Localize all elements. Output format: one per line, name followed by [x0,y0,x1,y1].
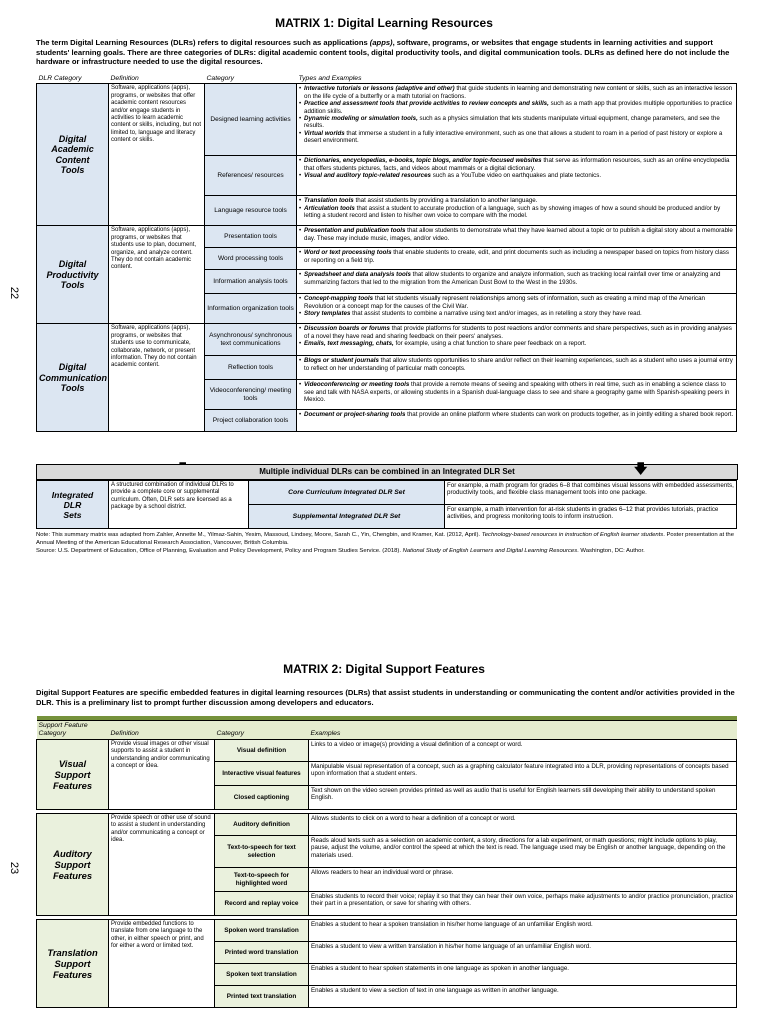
example-spoken-text-translation: Enables a student to hear spoken statements in one language as spoken in another language. [309,964,737,986]
definition-integrated-sets: A structured combination of individual DLRs to provide a complete core or supplemental curriculum. Often, DLR sets are licensed as a package by a school district. [109,481,249,529]
examples-videoconferencing: • Videoconferencing or meeting tools that provide a remote means of seeing and speaking with others in real time, such as in enabling a science class to see and talk with NASA experts, or allowing students in a Spanish dual-language class to see and share a geography game with Spanish-speaking peers in Mexico. [297,380,737,410]
header-types-examples: Types and Examples [297,74,737,84]
group-academic-content: Digital Academic Content Tools [37,84,109,226]
page-number: 22 [8,286,21,300]
category-information-organization: Information organization tools [205,294,297,324]
example-printed-word-translation: Enables a student to view a written translation in his/her home language of an unfamiliar English word. [309,942,737,964]
matrix1-header-row [37,74,737,84]
header-category: Category [205,74,297,84]
examples-information-analysis: • Spreadsheet and data analysis tools that allow students to organize and analyze information, such as tracking local rainfall over time or analyzing and summarizing factors that led to the migration from the American Dust Bowl to the West in the 1930s. [297,270,737,294]
category-project-collaboration: Project collaboration tools [205,410,297,432]
category-printed-word-translation: Printed word translation [215,942,309,964]
group-productivity: Digital Productivity Tools [37,226,109,324]
category-printed-text-translation: Printed text translation [215,986,309,1008]
example-auditory-definition: Allows students to click on a word to hear a definition of a concept or word. [309,814,737,836]
matrix2-title: MATRIX 2: Digital Support Features [283,662,485,676]
category-spoken-text-translation: Spoken text translation [215,964,309,986]
definition-auditory-support: Provide speech or other use of sound to assist a student in understanding and/or communicating a concept or idea. [109,814,215,916]
combine-banner: Multiple individual DLRs can be combined in an Integrated DLR Set [36,464,738,480]
category-supplemental: Supplemental Integrated DLR Set [249,505,445,529]
matrix2-table [36,716,737,1008]
matrix1-title: MATRIX 1: Digital Learning Resources [275,16,493,30]
example-interactive-visual: Manipulable visual representation of a concept, such as a graphing calculator feature integrated into a DLR, providing representations of concepts based upon information that a student enters. [309,762,737,786]
header-definition: Definition [109,721,215,740]
example-text-to-speech-word: Allows readers to hear an individual word or phrase. [309,868,737,892]
category-language-resource: Language resource tools [205,196,297,226]
category-closed-captioning: Closed captioning [215,786,309,810]
category-designed-learning: Designed learning activities [205,84,297,156]
matrix2-header-row [37,721,737,740]
category-text-to-speech-word: Text-to-speech for highlighted word [215,868,309,892]
integrated-table [36,480,737,529]
group-visual-support: Visual Support Features [37,740,109,810]
definition-productivity: Software, applications (apps), programs, or websites that students use to plan, document, organize, and analyze content. They do not contain academic content. [109,226,205,324]
category-information-analysis: Information analysis tools [205,270,297,294]
example-printed-text-translation: Enables a student to view a section of text in one language as written in another language. [309,986,737,1008]
group-communication: Digital Communication Tools [37,324,109,432]
examples-language-resource: • Translation tools that assist students by providing a translation to another language. • Articulation tools that assist a student to accurate production of a language, such as by showing images of how a sound should be produced and/or by letting a student record and listen to his/her own voice to compare with the model. [297,196,737,226]
category-text-communications: Asynchronous/ synchronous text communications [205,324,297,356]
header-definition: Definition [109,74,205,84]
group-translation-support: Translation Support Features [37,920,109,1008]
page-number: 23 [8,861,21,875]
examples-information-organization: • Concept-mapping tools that let students visually represent relationships among sets of information, such as creating a mind map of the American Revolution or a concept map for the causes of the Civil War. • Story templates that assist students to combine a narrative using text and/or images, as in retelling a story they have read. [297,294,737,324]
example-closed-captioning: Text shown on the video screen provides printed as well as audio that is useful for English learners still developing their ability to understand spoken English. [309,786,737,810]
category-reflection: Reflection tools [205,356,297,380]
examples-references-resources: • Dictionaries, encyclopedias, e-books, topic blogs, and/or topic-focused websites that serve as information resources, such as an online encyclopedia that offers students pictures, facts, and videos about mammals or a digital dictionary. • Visual and auditory topic-related resources such as a YouTube video on earthquakes and plate tectonics. [297,156,737,196]
category-record-replay: Record and replay voice [215,892,309,916]
example-core-curriculum: For example, a math program for grades 6–8 that combines visual lessons with embedded assessments, productivity tools, and flexible class management tools into one package. [445,481,737,505]
category-text-to-speech-selection: Text-to-speech for text selection [215,836,309,868]
category-presentation: Presentation tools [205,226,297,248]
examples-designed-learning: • Interactive tutorials or lessons (adaptive and other) that guide students in learning and demonstrating new content or skills, such as an interactive lesson on the life cycle of a butterfly or a math tutorial on fractions. • Practice and assessment tools that provide activities to review concepts and skills, such as a math app that provides multiple opportunities to practice addition skills. • Dynamic modeling or simulation tools, such as a physics simulation that lets students manipulate virtual equipment, change parameters, and see the results. • Virtual worlds that immerse a student in a fully interactive environment, such as one that allows a student to roam in a period of past history or explore a desert environment. [297,84,737,156]
examples-presentation: • Presentation and publication tools that allow students to demonstrate what they have learned about a topic or to publish a digital story about a memorable day. These may include music, images, and/or video. [297,226,737,248]
examples-reflection: • Blogs or student journals that allow students opportunities to share and/or reflect on their learning experiences, such as a student who uses a journal entry to reflect on her understanding of particular math concepts. [297,356,737,380]
example-text-to-speech-selection: Reads aloud texts such as a selection on academic content, a story, directions for a lab experiment, or math questions; might include options to play, pause, adjust the volume, and/or control the speed at which the text is read. The language used may be English or another language, depending on the materials used. [309,836,737,868]
category-auditory-definition: Auditory definition [215,814,309,836]
category-references-resources: References/ resources [205,156,297,196]
category-videoconferencing: Videoconferencing/ meeting tools [205,380,297,410]
examples-project-collaboration: • Document or project-sharing tools that provide an online platform where students can work on products together, as in jointly editing a shared book report. [297,410,737,432]
examples-word-processing: • Word or text processing tools that enable students to create, edit, and print documents such as including a newspaper based on topics from history class or reporting on a field trip. [297,248,737,270]
category-core-curriculum: Core Curriculum Integrated DLR Set [249,481,445,505]
header-dlr-category: DLR Category [37,74,109,84]
definition-translation-support: Provide embedded functions to translate from one language to the other, in either speech or print, and for either a word or limited text. [109,920,215,1008]
examples-text-communications: • Discussion boards or forums that provide platforms for students to post reactions and/or comments and share perspectives, such as in providing analyses of a novel they have read and sharing feedback on their peers' analyses. • Emails, text messaging, chats, for example, using a chat function to share peer feedback on a report. [297,324,737,356]
matrix1-source: Source: U.S. Department of Education, Office of Planning, Evaluation and Policy Development, Policy and Program Studies Service. (2018). National Study of English Learners and Digital Learning Resources. Washington, DC: Author. [36,548,645,554]
example-visual-definition: Links to a video or image(s) providing a visual definition of a concept or word. [309,740,737,762]
example-supplemental: For example, a math intervention for at-risk students in grades 6–12 that provides tutorials, practice activities, and progress monitoring tools to inform instruction. [445,505,737,529]
group-integrated-sets: Integrated DLR Sets [37,481,109,529]
matrix2-intro: Digital Support Features are specific embedded features in digital learning resources (DLRs) that assist students in understanding or communicating the content and/or activities provided in the DLR. This is a preliminary list to prompt further discussion among developers and educators. [36,688,735,707]
matrix1-note: Note: This summary matrix was adapted from Zahler, Annette M., Yilmaz-Sahin, Yesim, Massoud, Lindsey, Moore, Sarah C., Yin, Chengbin, and Kramer, Kat. (2012, April). Technology-based resources in instruction of English learner students. Poster presentation at the Annual Meeting of the American Educational Research Association, Vancouver, British Columbia. [36,532,734,546]
example-spoken-word-translation: Enables a student to hear a spoken translation in his/her home language of an unfamiliar English word. [309,920,737,942]
header-examples: Examples [309,721,737,740]
matrix1-table [36,74,737,432]
definition-communication: Software, applications (apps), programs, or websites that students use to communicate, collaborate, network, or present information. They do not contain academic content. [109,324,205,432]
definition-academic-content: Software, applications (apps), programs, or websites that offer academic content resources and/or engage students in activities to learn academic content or skills, including, but not limited to, language and literacy content or skills. [109,84,205,226]
down-arrow-icon: 🡇 [634,461,648,476]
category-visual-definition: Visual definition [215,740,309,762]
group-auditory-support: Auditory Support Features [37,814,109,916]
category-interactive-visual: Interactive visual features [215,762,309,786]
definition-visual-support: Provide visual images or other visual supports to assist a student in understanding and/or communicating a concept or idea. [109,740,215,810]
example-record-replay: Enables students to record their voice; replay it so that they can hear their own voice, perhaps make adjustments to and/or practice pronunciation, practice their part in a presentation, or save for sharing with others. [309,892,737,916]
header-category: Category [215,721,309,740]
header-support-feature-category: Support Feature Category [37,721,109,740]
category-word-processing: Word processing tools [205,248,297,270]
matrix1-intro: The term Digital Learning Resources (DLRs) refers to digital resources such as applications (apps), software, programs, or websites that engage students in learning activities and support students' learning goals. There are three categories of DLRs: digital academic content tools, digital productivity tools, and digital communication tools. DLRs as defined here do not include the hardware or infrastructure needed to use the digital resources. [36,38,730,67]
category-spoken-word-translation: Spoken word translation [215,920,309,942]
